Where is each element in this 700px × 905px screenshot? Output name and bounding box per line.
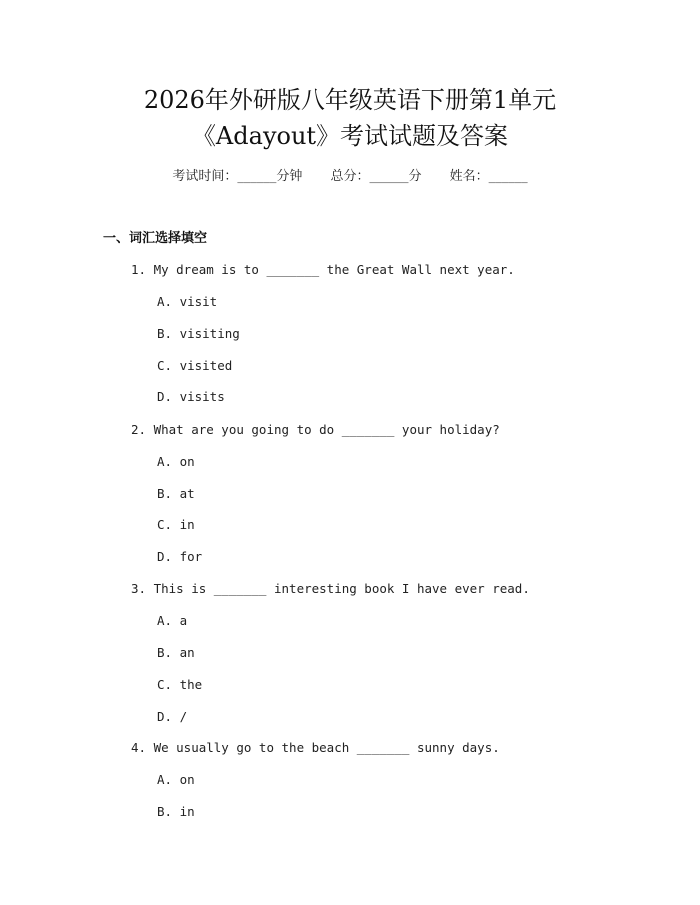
question-2-option-b: B. at	[157, 486, 195, 501]
question-3-option-a: A. a	[157, 613, 188, 628]
question-2-option-c: C. in	[157, 517, 195, 532]
question-4-option-a: A. on	[157, 772, 195, 787]
question-1-option-d: D. visits	[157, 389, 225, 404]
exam-info-line	[0, 167, 700, 187]
question-1-stem: 1. My dream is to _______ the Great Wall next year.	[131, 262, 515, 277]
question-2-option-d: D. for	[157, 549, 203, 564]
question-3-option-c: C. the	[157, 677, 203, 692]
question-1-option-b: B. visiting	[157, 326, 240, 341]
question-2-option-a: A. on	[157, 454, 195, 469]
student-name-field: 姓名：______	[449, 169, 528, 184]
question-1-option-c: C. visited	[157, 358, 233, 373]
question-3-stem: 3. This is _______ interesting book I have ever read.	[131, 581, 530, 596]
exam-time-field: 考试时间：______分钟	[172, 169, 303, 184]
document-title-line-2: 《Adayout》考试试题及答案	[191, 122, 509, 150]
document-title-line-1: 2026年外研版八年级英语下册第1单元	[143, 86, 557, 114]
section-heading: 一、词汇选择填空	[103, 231, 208, 246]
question-4-option-b: B. in	[157, 804, 195, 819]
question-3-option-d: D. /	[157, 709, 188, 724]
total-score-field: 总分：______分	[330, 169, 422, 184]
question-1-option-a: A. visit	[157, 294, 218, 309]
question-4-stem: 4. We usually go to the beach _______ sunny days.	[131, 740, 500, 755]
question-2-stem: 2. What are you going to do _______ your holiday?	[131, 422, 500, 437]
question-3-option-b: B. an	[157, 645, 195, 660]
